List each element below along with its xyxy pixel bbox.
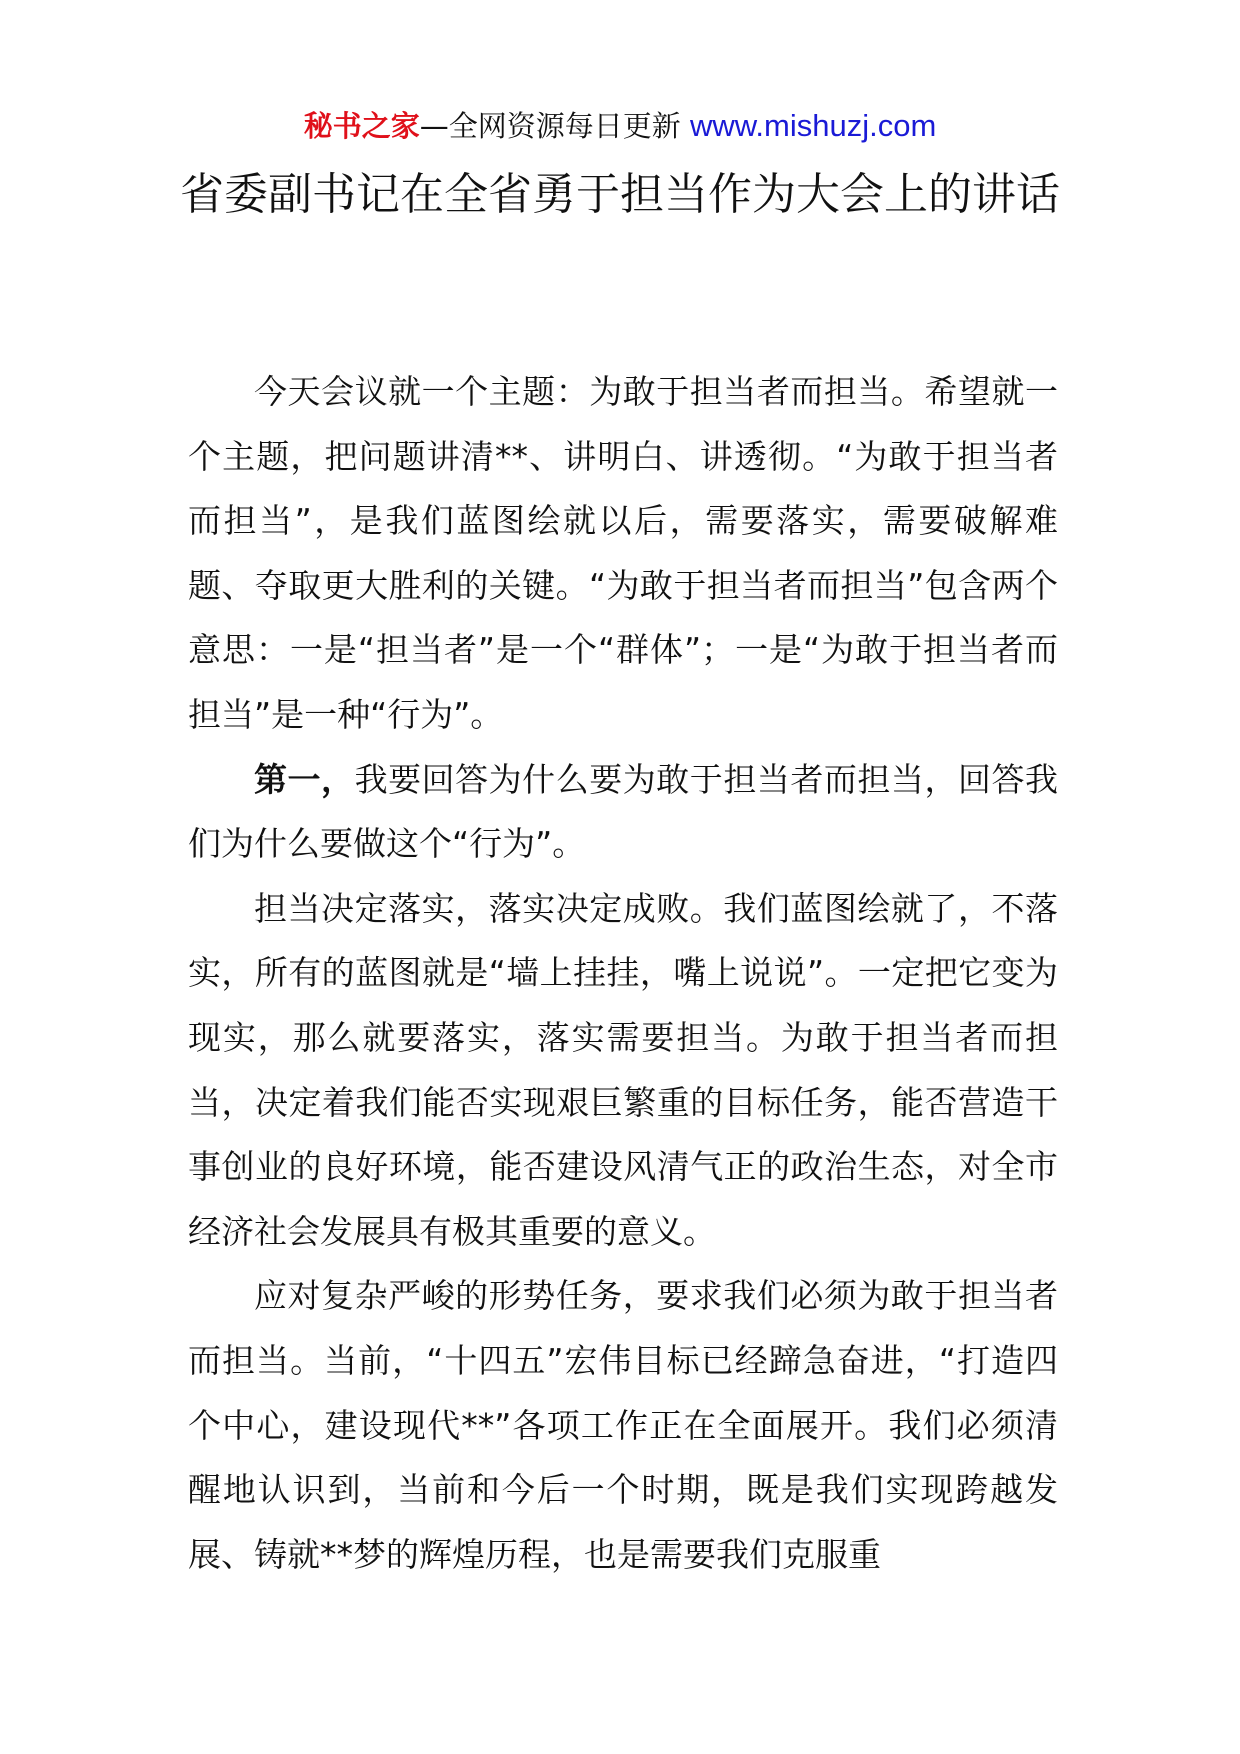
site-slogan: —全网资源每日更新 <box>419 109 681 143</box>
paragraph-text: 担当决定落实，落实决定成败。我们蓝图绘就了，不落实，所有的蓝图就是“墙上挂挂，嘴上说说”。一定把它变为现实，那么就要落实，落实需要担当。为敢于担当者而担当，决定着我们能否实现艰巨繁重的目标任务，能否营造干事创业的良好环境，能否建设风清气正的政治生态，对全市经济社会发展具有极其重要的意义。 <box>188 888 1058 1251</box>
paragraph-text: 今天会议就一个主题：为敢于担当者而担当。希望就一个主题，把问题讲清**、讲明白、讲透彻。“为敢于担当者而担当”，是我们蓝图绘就以后，需要落实，需要破解难题、夺取更大胜利的关键。“为敢于担当者而担当”包含两个意思：一是“担当者”是一个“群体”；一是“为敢于担当者而担当”是一种“行为”。 <box>188 372 1058 734</box>
site-header <box>0 96 1240 156</box>
paragraph-2 <box>188 748 1058 877</box>
paragraph-3 <box>188 877 1058 1265</box>
paragraph-lead: 第一， <box>254 759 355 799</box>
paragraph-text: 应对复杂严峻的形势任务，要求我们必须为敢于担当者而担当。当前，“十四五”宏伟目标已经蹄急奋进，“打造四个中心，建设现代**”各项工作正在全面展开。我们必须清醒地认识到，当前和今后一个时期，既是我们实现跨越发展、铸就**梦的辉煌历程，也是需要我们克服重 <box>188 1276 1058 1574</box>
document-body <box>188 360 1058 1587</box>
paragraph-1 <box>188 360 1058 748</box>
paragraph-text: 我要回答为什么要为敢于担当者而担当，回答我们为什么要做这个“行为”。 <box>188 759 1059 864</box>
site-brand: 秘书之家 <box>303 109 420 143</box>
document-title: 省委副书记在全省勇于担当作为大会上的讲话 <box>180 169 1060 220</box>
paragraph-4 <box>188 1264 1058 1587</box>
site-url-link[interactable]: www.mishuzj.com <box>689 108 937 143</box>
